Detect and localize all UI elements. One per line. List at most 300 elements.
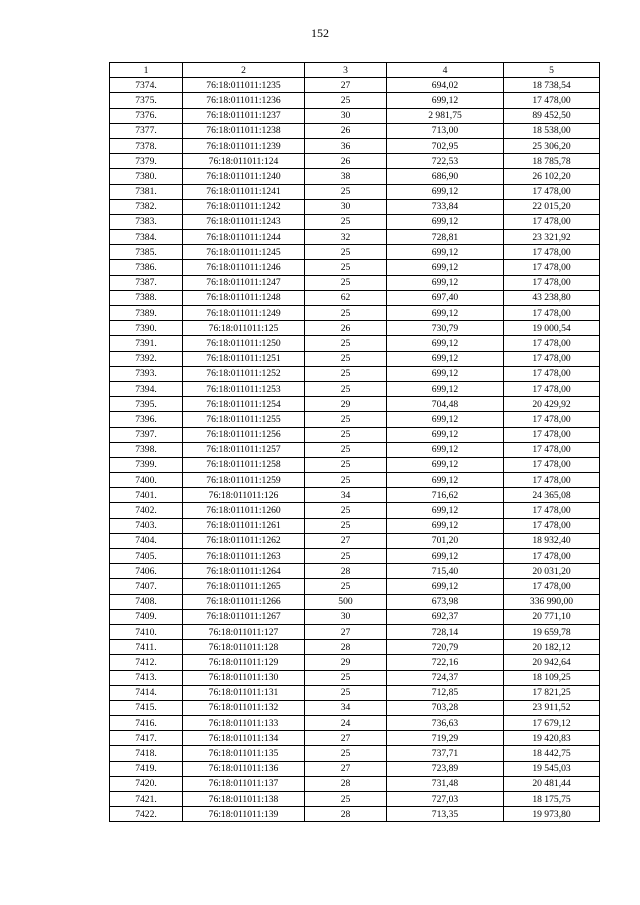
area-cell: 25 <box>305 685 387 700</box>
row-number-cell: 7375. <box>110 93 183 108</box>
row-number-cell: 7388. <box>110 290 183 305</box>
table-row <box>110 381 600 396</box>
data-table <box>109 62 600 822</box>
row-number-cell: 7389. <box>110 306 183 321</box>
table-row <box>110 473 600 488</box>
area-cell: 25 <box>305 503 387 518</box>
rate-cell: 686,90 <box>387 169 504 184</box>
area-cell: 25 <box>305 792 387 807</box>
area-cell: 25 <box>305 184 387 199</box>
row-number-cell: 7384. <box>110 230 183 245</box>
area-cell: 25 <box>305 306 387 321</box>
cadastral-number-cell: 76:18:011011:136 <box>183 761 305 776</box>
rate-cell: 694,02 <box>387 78 504 93</box>
area-cell: 25 <box>305 442 387 457</box>
table-row <box>110 792 600 807</box>
area-cell: 27 <box>305 731 387 746</box>
column-header-2: 2 <box>183 63 305 78</box>
area-cell: 25 <box>305 245 387 260</box>
cadastral-number-cell: 76:18:011011:1242 <box>183 199 305 214</box>
cadastral-number-cell: 76:18:011011:1251 <box>183 351 305 366</box>
cadastral-number-cell: 76:18:011011:1239 <box>183 138 305 153</box>
table-row <box>110 260 600 275</box>
rate-cell: 699,12 <box>387 503 504 518</box>
cadastral-number-cell: 76:18:011011:134 <box>183 731 305 746</box>
table-row <box>110 549 600 564</box>
area-cell: 25 <box>305 412 387 427</box>
rate-cell: 703,28 <box>387 700 504 715</box>
amount-cell: 43 238,80 <box>504 290 600 305</box>
table-row <box>110 412 600 427</box>
rate-cell: 699,12 <box>387 442 504 457</box>
amount-cell: 24 365,08 <box>504 488 600 503</box>
cadastral-number-cell: 76:18:011011:127 <box>183 624 305 639</box>
area-cell: 500 <box>305 594 387 609</box>
cadastral-number-cell: 76:18:011011:131 <box>183 685 305 700</box>
area-cell: 25 <box>305 381 387 396</box>
table-row <box>110 154 600 169</box>
amount-cell: 17 478,00 <box>504 549 600 564</box>
rate-cell: 2 981,75 <box>387 108 504 123</box>
amount-cell: 17 478,00 <box>504 351 600 366</box>
table-row <box>110 93 600 108</box>
rate-cell: 699,12 <box>387 336 504 351</box>
amount-cell: 17 478,00 <box>504 503 600 518</box>
rate-cell: 702,95 <box>387 138 504 153</box>
amount-cell: 17 478,00 <box>504 381 600 396</box>
cadastral-number-cell: 76:18:011011:1259 <box>183 473 305 488</box>
rate-cell: 715,40 <box>387 564 504 579</box>
row-number-cell: 7413. <box>110 670 183 685</box>
cadastral-number-cell: 76:18:011011:1236 <box>183 93 305 108</box>
amount-cell: 19 973,80 <box>504 807 600 822</box>
cadastral-number-cell: 76:18:011011:1260 <box>183 503 305 518</box>
rate-cell: 737,71 <box>387 746 504 761</box>
table-row <box>110 78 600 93</box>
cadastral-number-cell: 76:18:011011:138 <box>183 792 305 807</box>
amount-cell: 18 442,75 <box>504 746 600 761</box>
row-number-cell: 7401. <box>110 488 183 503</box>
cadastral-number-cell: 76:18:011011:1266 <box>183 594 305 609</box>
amount-cell: 17 478,00 <box>504 184 600 199</box>
table-row <box>110 214 600 229</box>
amount-cell: 17 478,00 <box>504 473 600 488</box>
cadastral-number-cell: 76:18:011011:1245 <box>183 245 305 260</box>
area-cell: 26 <box>305 154 387 169</box>
row-number-cell: 7414. <box>110 685 183 700</box>
area-cell: 25 <box>305 336 387 351</box>
table-row <box>110 184 600 199</box>
row-number-cell: 7397. <box>110 427 183 442</box>
amount-cell: 17 478,00 <box>504 336 600 351</box>
amount-cell: 18 932,40 <box>504 533 600 548</box>
table-row <box>110 336 600 351</box>
table-row <box>110 685 600 700</box>
row-number-cell: 7402. <box>110 503 183 518</box>
cadastral-number-cell: 76:18:011011:1240 <box>183 169 305 184</box>
rate-cell: 720,79 <box>387 640 504 655</box>
rate-cell: 728,81 <box>387 230 504 245</box>
rate-cell: 722,53 <box>387 154 504 169</box>
table-row <box>110 533 600 548</box>
area-cell: 25 <box>305 457 387 472</box>
amount-cell: 17 478,00 <box>504 214 600 229</box>
rate-cell: 731,48 <box>387 776 504 791</box>
amount-cell: 17 478,00 <box>504 427 600 442</box>
amount-cell: 17 478,00 <box>504 93 600 108</box>
amount-cell: 17 478,00 <box>504 579 600 594</box>
amount-cell: 17 478,00 <box>504 366 600 381</box>
area-cell: 28 <box>305 564 387 579</box>
row-number-cell: 7392. <box>110 351 183 366</box>
row-number-cell: 7378. <box>110 138 183 153</box>
row-number-cell: 7380. <box>110 169 183 184</box>
amount-cell: 18 785,78 <box>504 154 600 169</box>
table-row <box>110 123 600 138</box>
area-cell: 34 <box>305 488 387 503</box>
rate-cell: 673,98 <box>387 594 504 609</box>
cadastral-number-cell: 76:18:011011:137 <box>183 776 305 791</box>
amount-cell: 17 478,00 <box>504 275 600 290</box>
amount-cell: 17 478,00 <box>504 412 600 427</box>
row-number-cell: 7398. <box>110 442 183 457</box>
table-row <box>110 366 600 381</box>
amount-cell: 20 031,20 <box>504 564 600 579</box>
row-number-cell: 7400. <box>110 473 183 488</box>
table-row <box>110 169 600 184</box>
amount-cell: 89 452,50 <box>504 108 600 123</box>
rate-cell: 713,00 <box>387 123 504 138</box>
area-cell: 30 <box>305 108 387 123</box>
cadastral-number-cell: 76:18:011011:1249 <box>183 306 305 321</box>
rate-cell: 699,12 <box>387 518 504 533</box>
rate-cell: 712,85 <box>387 685 504 700</box>
table-row <box>110 457 600 472</box>
table-row <box>110 351 600 366</box>
cadastral-number-cell: 76:18:011011:128 <box>183 640 305 655</box>
column-header-3: 3 <box>305 63 387 78</box>
table-row <box>110 746 600 761</box>
table-row <box>110 290 600 305</box>
table-row <box>110 518 600 533</box>
cadastral-number-cell: 76:18:011011:124 <box>183 154 305 169</box>
row-number-cell: 7379. <box>110 154 183 169</box>
row-number-cell: 7387. <box>110 275 183 290</box>
rate-cell: 699,12 <box>387 549 504 564</box>
cadastral-number-cell: 76:18:011011:1257 <box>183 442 305 457</box>
table-row <box>110 397 600 412</box>
amount-cell: 26 102,20 <box>504 169 600 184</box>
row-number-cell: 7418. <box>110 746 183 761</box>
amount-cell: 23 321,92 <box>504 230 600 245</box>
rate-cell: 733,84 <box>387 199 504 214</box>
table-row <box>110 716 600 731</box>
row-number-cell: 7396. <box>110 412 183 427</box>
cadastral-number-cell: 76:18:011011:1264 <box>183 564 305 579</box>
row-number-cell: 7417. <box>110 731 183 746</box>
amount-cell: 17 478,00 <box>504 306 600 321</box>
area-cell: 36 <box>305 138 387 153</box>
area-cell: 25 <box>305 351 387 366</box>
table-row <box>110 731 600 746</box>
table-row <box>110 624 600 639</box>
area-cell: 25 <box>305 427 387 442</box>
amount-cell: 17 679,12 <box>504 716 600 731</box>
cadastral-number-cell: 76:18:011011:1235 <box>183 78 305 93</box>
rate-cell: 697,40 <box>387 290 504 305</box>
cadastral-number-cell: 76:18:011011:1243 <box>183 214 305 229</box>
amount-cell: 19 659,78 <box>504 624 600 639</box>
cadastral-number-cell: 76:18:011011:1241 <box>183 184 305 199</box>
area-cell: 27 <box>305 533 387 548</box>
table-row <box>110 700 600 715</box>
table-row <box>110 670 600 685</box>
area-cell: 25 <box>305 549 387 564</box>
amount-cell: 19 545,03 <box>504 761 600 776</box>
amount-cell: 17 821,25 <box>504 685 600 700</box>
amount-cell: 19 420,83 <box>504 731 600 746</box>
cadastral-number-cell: 76:18:011011:1238 <box>183 123 305 138</box>
amount-cell: 18 175,75 <box>504 792 600 807</box>
row-number-cell: 7393. <box>110 366 183 381</box>
page-number: 152 <box>311 26 329 40</box>
table-row <box>110 488 600 503</box>
area-cell: 26 <box>305 123 387 138</box>
table-row <box>110 807 600 822</box>
cadastral-number-cell: 76:18:011011:1247 <box>183 275 305 290</box>
amount-cell: 17 478,00 <box>504 260 600 275</box>
row-number-cell: 7405. <box>110 549 183 564</box>
rate-cell: 699,12 <box>387 214 504 229</box>
amount-cell: 19 000,54 <box>504 321 600 336</box>
table-row <box>110 776 600 791</box>
row-number-cell: 7403. <box>110 518 183 533</box>
amount-cell: 17 478,00 <box>504 245 600 260</box>
row-number-cell: 7412. <box>110 655 183 670</box>
cadastral-number-cell: 76:18:011011:129 <box>183 655 305 670</box>
column-header-1: 1 <box>110 63 183 78</box>
rate-cell: 701,20 <box>387 533 504 548</box>
area-cell: 29 <box>305 655 387 670</box>
area-cell: 26 <box>305 321 387 336</box>
area-cell: 38 <box>305 169 387 184</box>
area-cell: 24 <box>305 716 387 731</box>
area-cell: 62 <box>305 290 387 305</box>
table-row <box>110 655 600 670</box>
table-header-row <box>110 63 600 78</box>
table-row <box>110 594 600 609</box>
row-number-cell: 7382. <box>110 199 183 214</box>
cadastral-number-cell: 76:18:011011:1237 <box>183 108 305 123</box>
area-cell: 30 <box>305 199 387 214</box>
rate-cell: 699,12 <box>387 366 504 381</box>
cadastral-number-cell: 76:18:011011:132 <box>183 700 305 715</box>
area-cell: 32 <box>305 230 387 245</box>
rate-cell: 722,16 <box>387 655 504 670</box>
area-cell: 25 <box>305 473 387 488</box>
area-cell: 25 <box>305 214 387 229</box>
table-row <box>110 245 600 260</box>
cadastral-number-cell: 76:18:011011:1244 <box>183 230 305 245</box>
rate-cell: 719,29 <box>387 731 504 746</box>
cadastral-number-cell: 76:18:011011:1265 <box>183 579 305 594</box>
area-cell: 25 <box>305 579 387 594</box>
row-number-cell: 7422. <box>110 807 183 822</box>
amount-cell: 18 538,00 <box>504 123 600 138</box>
row-number-cell: 7410. <box>110 624 183 639</box>
area-cell: 29 <box>305 397 387 412</box>
rate-cell: 699,12 <box>387 457 504 472</box>
row-number-cell: 7394. <box>110 381 183 396</box>
cadastral-number-cell: 76:18:011011:1258 <box>183 457 305 472</box>
row-number-cell: 7421. <box>110 792 183 807</box>
area-cell: 28 <box>305 640 387 655</box>
amount-cell: 18 109,25 <box>504 670 600 685</box>
cadastral-number-cell: 76:18:011011:130 <box>183 670 305 685</box>
rate-cell: 727,03 <box>387 792 504 807</box>
rate-cell: 716,62 <box>387 488 504 503</box>
table-body <box>110 78 600 822</box>
cadastral-number-cell: 76:18:011011:1252 <box>183 366 305 381</box>
cadastral-number-cell: 76:18:011011:1246 <box>183 260 305 275</box>
area-cell: 27 <box>305 761 387 776</box>
area-cell: 25 <box>305 366 387 381</box>
row-number-cell: 7390. <box>110 321 183 336</box>
table-row <box>110 579 600 594</box>
cadastral-number-cell: 76:18:011011:135 <box>183 746 305 761</box>
table-row <box>110 427 600 442</box>
amount-cell: 20 182,12 <box>504 640 600 655</box>
rate-cell: 699,12 <box>387 427 504 442</box>
column-header-4: 4 <box>387 63 504 78</box>
cadastral-number-cell: 76:18:011011:1248 <box>183 290 305 305</box>
rate-cell: 699,12 <box>387 184 504 199</box>
area-cell: 28 <box>305 807 387 822</box>
row-number-cell: 7374. <box>110 78 183 93</box>
amount-cell: 23 911,52 <box>504 700 600 715</box>
row-number-cell: 7416. <box>110 716 183 731</box>
cadastral-number-cell: 76:18:011011:1262 <box>183 533 305 548</box>
area-cell: 25 <box>305 746 387 761</box>
amount-cell: 17 478,00 <box>504 457 600 472</box>
rate-cell: 699,12 <box>387 579 504 594</box>
rate-cell: 699,12 <box>387 351 504 366</box>
cadastral-number-cell: 76:18:011011:1267 <box>183 609 305 624</box>
amount-cell: 25 306,20 <box>504 138 600 153</box>
row-number-cell: 7406. <box>110 564 183 579</box>
cadastral-number-cell: 76:18:011011:1255 <box>183 412 305 427</box>
rate-cell: 736,63 <box>387 716 504 731</box>
rate-cell: 723,89 <box>387 761 504 776</box>
cadastral-number-cell: 76:18:011011:125 <box>183 321 305 336</box>
table-row <box>110 321 600 336</box>
row-number-cell: 7407. <box>110 579 183 594</box>
amount-cell: 22 015,20 <box>504 199 600 214</box>
row-number-cell: 7408. <box>110 594 183 609</box>
row-number-cell: 7415. <box>110 700 183 715</box>
cadastral-number-cell: 76:18:011011:126 <box>183 488 305 503</box>
row-number-cell: 7404. <box>110 533 183 548</box>
row-number-cell: 7395. <box>110 397 183 412</box>
rate-cell: 713,35 <box>387 807 504 822</box>
cadastral-number-cell: 76:18:011011:139 <box>183 807 305 822</box>
area-cell: 30 <box>305 609 387 624</box>
rate-cell: 699,12 <box>387 412 504 427</box>
area-cell: 27 <box>305 78 387 93</box>
row-number-cell: 7411. <box>110 640 183 655</box>
table-row <box>110 275 600 290</box>
table-row <box>110 442 600 457</box>
row-number-cell: 7391. <box>110 336 183 351</box>
amount-cell: 20 942,64 <box>504 655 600 670</box>
area-cell: 25 <box>305 518 387 533</box>
table-row <box>110 640 600 655</box>
rate-cell: 699,12 <box>387 93 504 108</box>
row-number-cell: 7377. <box>110 123 183 138</box>
rate-cell: 704,48 <box>387 397 504 412</box>
rate-cell: 699,12 <box>387 275 504 290</box>
rate-cell: 699,12 <box>387 473 504 488</box>
cadastral-number-cell: 76:18:011011:1256 <box>183 427 305 442</box>
rate-cell: 699,12 <box>387 381 504 396</box>
table-row <box>110 230 600 245</box>
rate-cell: 699,12 <box>387 306 504 321</box>
table-row <box>110 306 600 321</box>
row-number-cell: 7376. <box>110 108 183 123</box>
table-row <box>110 761 600 776</box>
rate-cell: 724,37 <box>387 670 504 685</box>
rate-cell: 699,12 <box>387 245 504 260</box>
amount-cell: 336 990,00 <box>504 594 600 609</box>
rate-cell: 728,14 <box>387 624 504 639</box>
amount-cell: 17 478,00 <box>504 518 600 533</box>
area-cell: 25 <box>305 93 387 108</box>
row-number-cell: 7385. <box>110 245 183 260</box>
cadastral-number-cell: 76:18:011011:1254 <box>183 397 305 412</box>
amount-cell: 18 738,54 <box>504 78 600 93</box>
rate-cell: 730,79 <box>387 321 504 336</box>
rate-cell: 692,37 <box>387 609 504 624</box>
cadastral-number-cell: 76:18:011011:1250 <box>183 336 305 351</box>
row-number-cell: 7419. <box>110 761 183 776</box>
area-cell: 25 <box>305 260 387 275</box>
table-row <box>110 138 600 153</box>
area-cell: 25 <box>305 275 387 290</box>
amount-cell: 17 478,00 <box>504 442 600 457</box>
area-cell: 27 <box>305 624 387 639</box>
cadastral-number-cell: 76:18:011011:1253 <box>183 381 305 396</box>
table-row <box>110 564 600 579</box>
row-number-cell: 7399. <box>110 457 183 472</box>
cadastral-number-cell: 76:18:011011:1263 <box>183 549 305 564</box>
amount-cell: 20 429,92 <box>504 397 600 412</box>
table-row <box>110 108 600 123</box>
row-number-cell: 7383. <box>110 214 183 229</box>
area-cell: 25 <box>305 670 387 685</box>
cadastral-number-cell: 76:18:011011:1261 <box>183 518 305 533</box>
table-row <box>110 503 600 518</box>
column-header-5: 5 <box>504 63 600 78</box>
row-number-cell: 7386. <box>110 260 183 275</box>
area-cell: 28 <box>305 776 387 791</box>
cadastral-number-cell: 76:18:011011:133 <box>183 716 305 731</box>
table-row <box>110 199 600 214</box>
row-number-cell: 7409. <box>110 609 183 624</box>
area-cell: 34 <box>305 700 387 715</box>
amount-cell: 20 481,44 <box>504 776 600 791</box>
rate-cell: 699,12 <box>387 260 504 275</box>
row-number-cell: 7420. <box>110 776 183 791</box>
